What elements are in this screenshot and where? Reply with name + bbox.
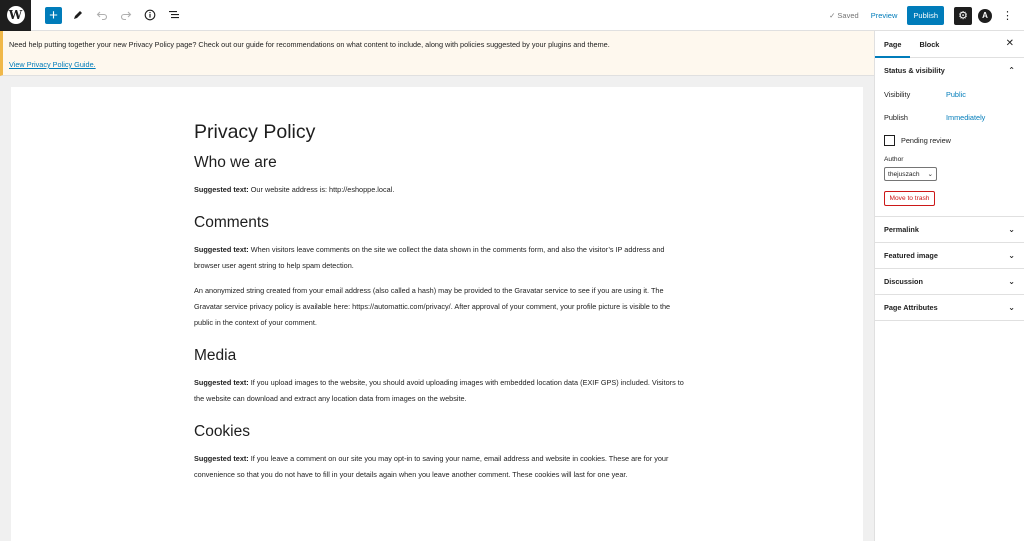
more-options-icon[interactable]: ⋮ <box>1002 10 1013 22</box>
paragraph[interactable] <box>194 182 684 198</box>
heading-comments[interactable]: Comments <box>194 214 269 231</box>
paragraph-lead: Suggested text: <box>194 185 249 194</box>
pending-review-checkbox[interactable] <box>884 135 895 146</box>
chevron-down-icon: ⌄ <box>927 171 933 178</box>
preview-button[interactable]: Preview <box>870 11 898 20</box>
editor-canvas-area <box>0 76 874 541</box>
publish-button[interactable]: Publish <box>907 6 944 25</box>
wordpress-logo-button[interactable] <box>0 0 31 31</box>
chevron-down-icon: ⌄ <box>1008 225 1015 234</box>
panel-title: Status & visibility <box>884 66 945 75</box>
paragraph-text: If you upload images to the website, you should avoid uploading images with embedded location data (EXIF GPS) included. Visitors to the website can download and extract any location data from images on the website. <box>194 378 684 403</box>
featured-image-panel[interactable] <box>875 243 1024 269</box>
status-visibility-panel <box>875 58 1024 217</box>
paragraph[interactable] <box>194 375 684 407</box>
tab-page[interactable]: Page <box>875 31 910 58</box>
heading-cookies[interactable]: Cookies <box>194 423 250 440</box>
close-icon[interactable]: ✕ <box>1005 38 1014 49</box>
wordpress-logo-icon: W <box>7 6 25 24</box>
permalink-panel[interactable] <box>875 217 1024 243</box>
chevron-down-icon: ⌄ <box>1008 277 1015 286</box>
paragraph-text: If you leave a comment on our site you may opt-in to saving your name, email address and website in cookies. These are for your convenience so that you do not have to fill in your details again when you leave another comment. These cookies will last for one year. <box>194 454 669 479</box>
pending-review-row <box>884 133 1015 147</box>
undo-icon[interactable] <box>94 7 110 23</box>
list-view-icon[interactable] <box>166 7 182 23</box>
visibility-value-button[interactable]: Public <box>946 90 966 99</box>
panel-title: Page Attributes <box>884 303 938 312</box>
chevron-down-icon: ⌄ <box>1008 303 1015 312</box>
visibility-label: Visibility <box>884 90 911 99</box>
tab-block[interactable]: Block <box>919 39 940 49</box>
discussion-panel[interactable] <box>875 269 1024 295</box>
editor-toolbar <box>0 0 1024 31</box>
saved-status: ✓ Saved <box>829 11 859 20</box>
paragraph-lead: Suggested text: <box>194 378 249 387</box>
paragraph-text: An anonymized string created from your email address (also called a hash) may be provided to the Gravatar service to see if you are using it. The Gravatar service privacy policy is available here: https://automattic.com/privacy/. After approval of your comment, your profile picture is visible to the public in the context of your comment. <box>194 286 671 327</box>
paragraph[interactable] <box>194 451 684 483</box>
info-icon[interactable] <box>142 7 158 23</box>
panel-title: Discussion <box>884 277 923 286</box>
document-content <box>194 121 684 492</box>
paragraph-text: Our website address is: http://eshoppe.local. <box>248 185 395 194</box>
paragraph[interactable] <box>194 283 684 331</box>
paragraph-lead: Suggested text: <box>194 245 249 254</box>
astra-settings-button[interactable]: A <box>978 9 992 23</box>
paragraph[interactable] <box>194 242 684 274</box>
settings-sidebar <box>874 31 1024 541</box>
heading-media[interactable]: Media <box>194 347 237 364</box>
paragraph-lead: Suggested text: <box>194 454 249 463</box>
heading-who-we-are[interactable]: Who we are <box>194 154 277 171</box>
move-to-trash-button[interactable]: Move to trash <box>884 191 935 206</box>
publish-date-button[interactable]: Immediately <box>946 113 986 122</box>
edit-tool-icon[interactable] <box>70 7 86 23</box>
sidebar-tabs <box>875 31 1024 58</box>
chevron-up-icon: ⌃ <box>1008 66 1015 75</box>
notice-text: Need help putting together your new Privacy Policy page? Check out our guide for recommendations on what content to include, along with policies suggested by your plugins and theme. <box>9 40 610 49</box>
publish-row <box>884 106 1015 129</box>
panel-title: Permalink <box>884 225 919 234</box>
editor-canvas <box>11 87 863 541</box>
panel-title: Featured image <box>884 251 938 260</box>
privacy-policy-guide-link[interactable]: View Privacy Policy Guide. <box>9 60 96 69</box>
redo-icon[interactable] <box>118 7 134 23</box>
publish-label: Publish <box>884 113 908 122</box>
chevron-down-icon: ⌄ <box>1008 251 1015 260</box>
author-select[interactable] <box>884 167 937 181</box>
pending-review-label: Pending review <box>901 135 951 145</box>
add-block-button[interactable]: + <box>45 7 62 24</box>
settings-gear-icon[interactable]: ⚙ <box>954 7 972 25</box>
paragraph-text: When visitors leave comments on the site we collect the data shown in the comments form, and also the visitor’s IP address and browser user agent string to help spam detection. <box>194 245 665 270</box>
privacy-policy-notice <box>0 31 874 76</box>
page-title[interactable]: Privacy Policy <box>194 121 316 143</box>
visibility-row <box>884 83 1015 106</box>
author-label: Author <box>884 156 904 163</box>
author-value: thejuszach <box>888 170 920 178</box>
page-attributes-panel[interactable] <box>875 295 1024 321</box>
status-visibility-toggle[interactable] <box>875 58 1024 83</box>
